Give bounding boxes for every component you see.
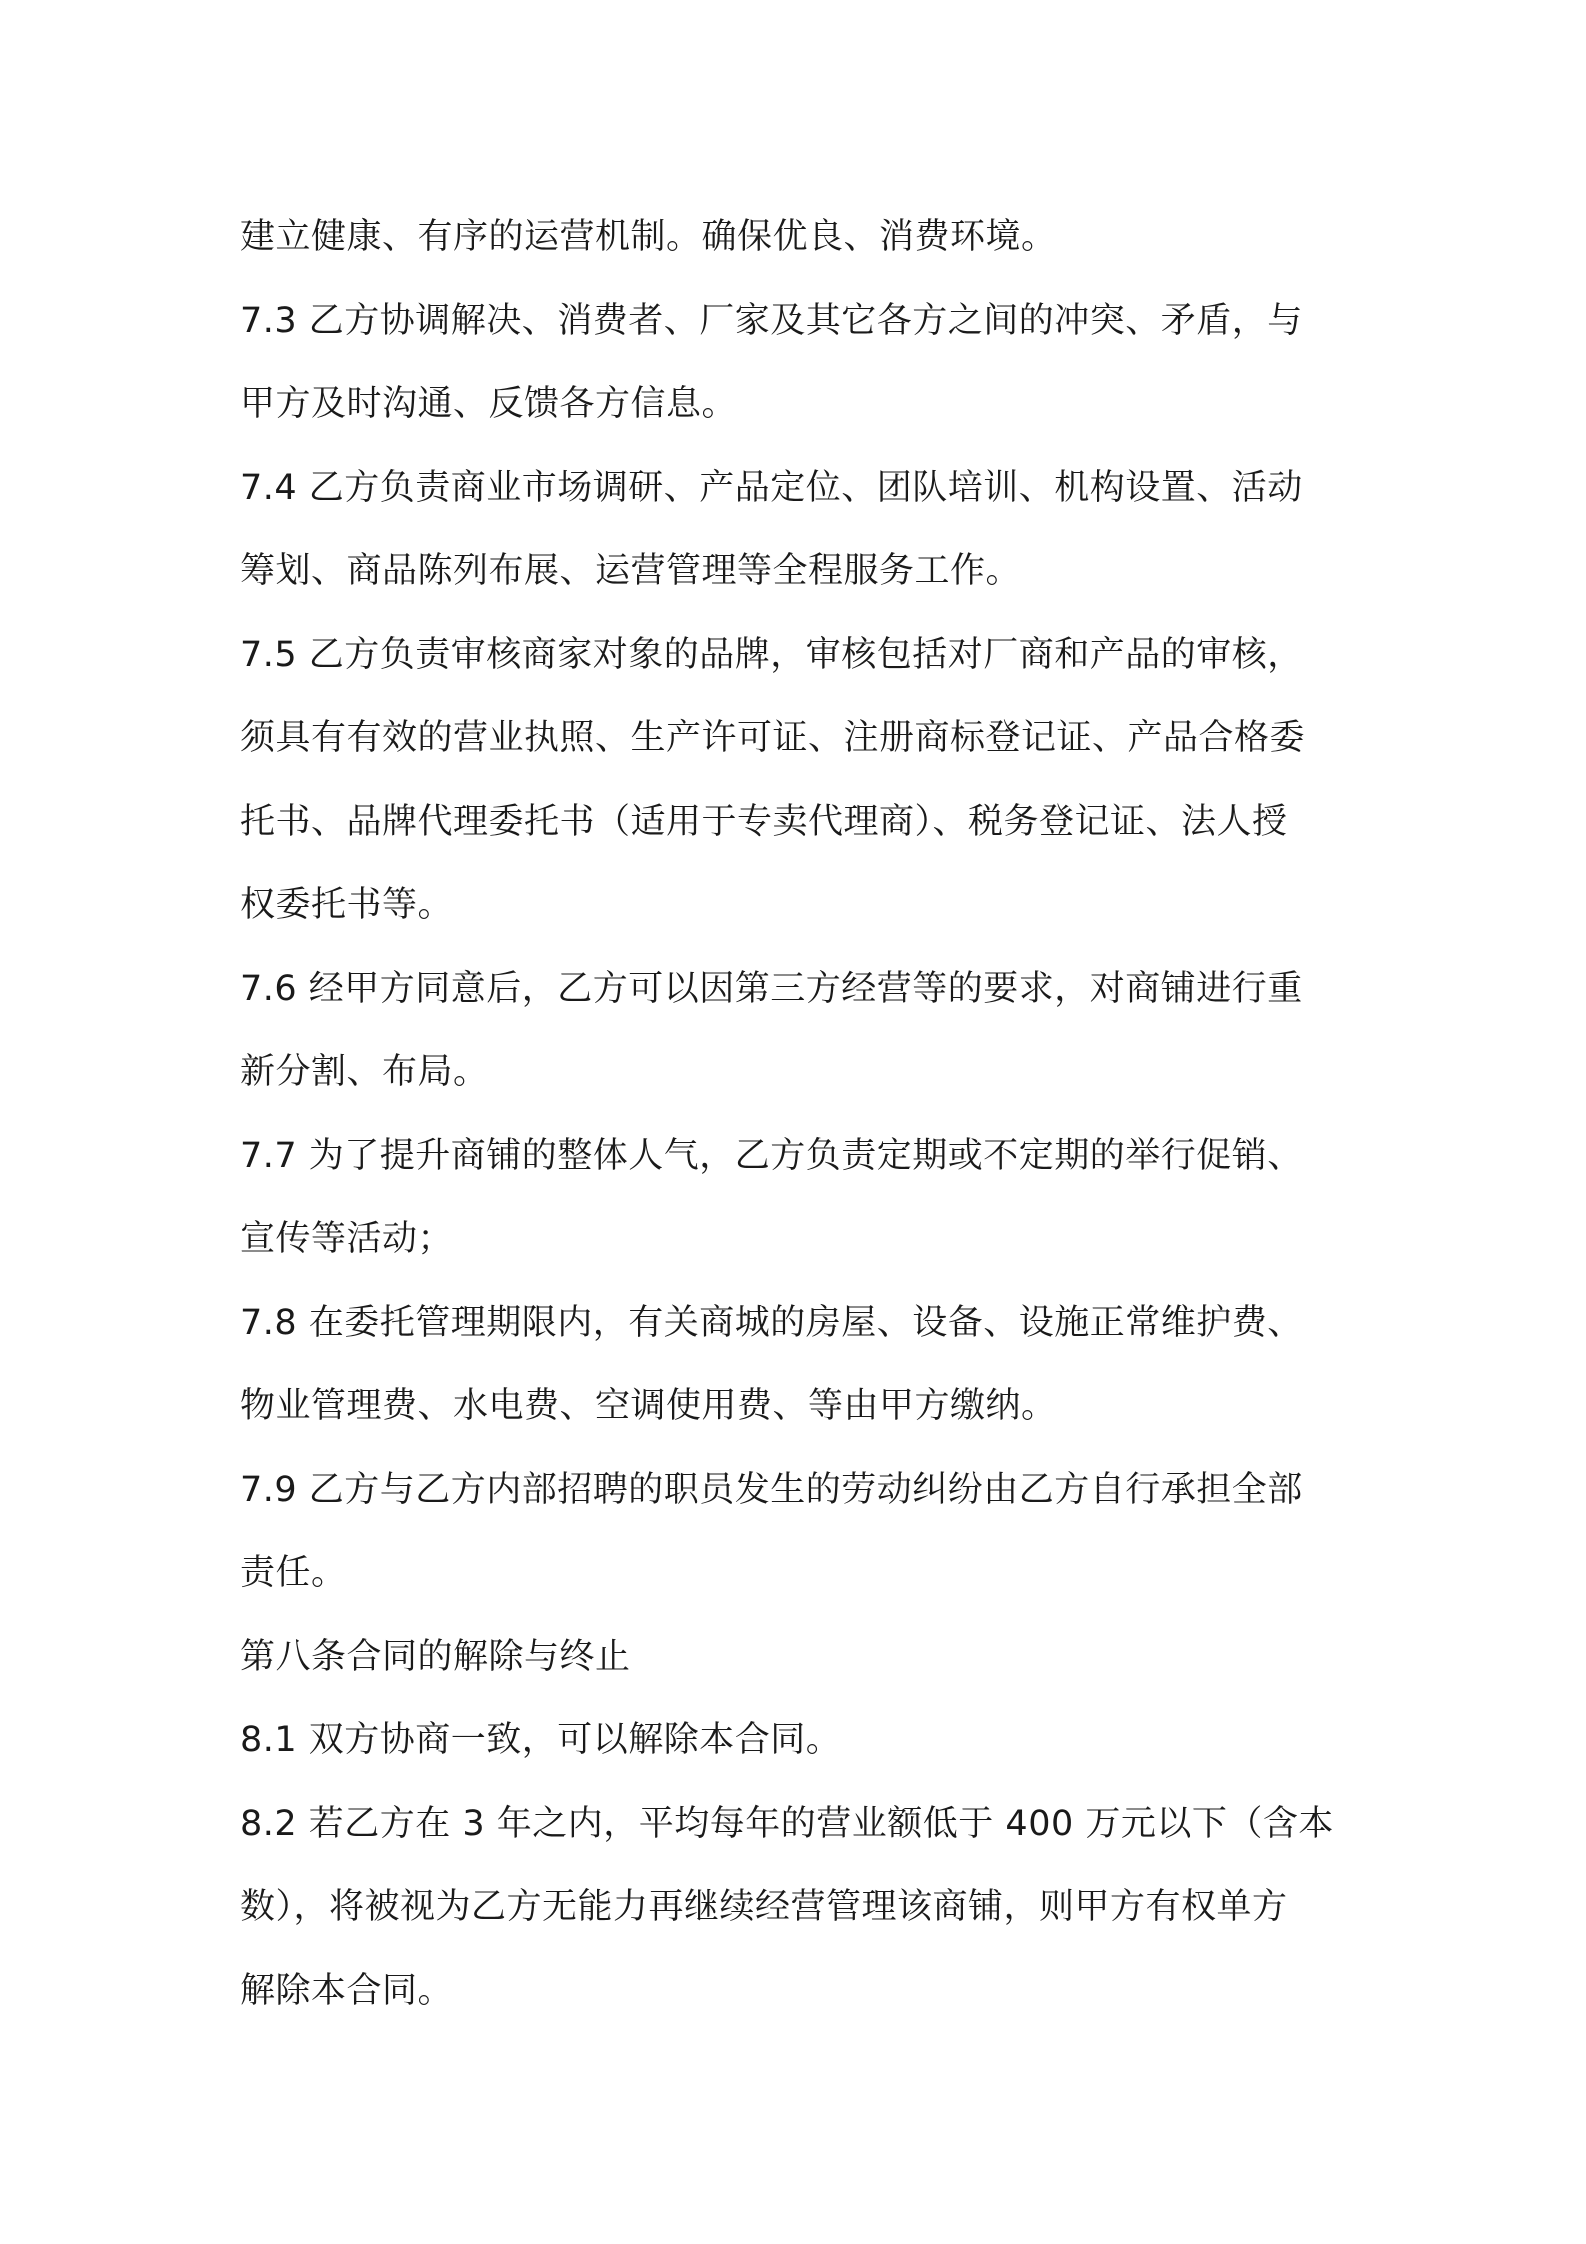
text-line: 建立健康、有序的运营机制。确保优良、消费环境。 (240, 217, 1057, 257)
text-line: 筹划、商品陈列布展、运营管理等全程服务工作。 (240, 551, 1022, 591)
paragraph-8-1 (240, 1699, 1355, 1783)
text-line: 须具有有效的营业执照、生产许可证、注册商标登记证、产品合格委 (240, 718, 1306, 758)
text-line: 物业管理费、水电费、空调使用费、等由甲方缴纳。 (240, 1386, 1057, 1426)
paragraph-7-8 (240, 1282, 1355, 1449)
text-line: 7.6 经甲方同意后，乙方可以因第三方经营等的要求，对商铺进行重 (240, 968, 1303, 1009)
text-line: 7.3 乙方协调解决、消费者、厂家及其它各方之间的冲突、矛盾，与 (240, 300, 1303, 341)
text-line: 宣传等活动； (240, 1219, 454, 1259)
text-line: 7.7 为了提升商铺的整体人气，乙方负责定期或不定期的举行促销、 (240, 1135, 1303, 1176)
text-line: 8.1 双方协商一致，可以解除本合同。 (240, 1720, 842, 1760)
text-line: 8.2 若乙方在 3 年之内，平均每年的营业额低于 400 万元以下（含本 (240, 1803, 1334, 1844)
section-heading-8 (240, 1616, 1355, 1700)
paragraph-7-3 (240, 280, 1355, 447)
text-line: 责任。 (240, 1553, 347, 1593)
paragraph-7-4 (240, 447, 1355, 614)
text-line: 数），将被视为乙方无能力再继续经营管理该商铺，则甲方有权单方 (240, 1887, 1288, 1927)
paragraph-7-7 (240, 1115, 1355, 1282)
paragraph-7-2-continuation (240, 196, 1355, 280)
heading-text: 第八条合同的解除与终止 (240, 1636, 631, 1677)
text-line: 7.8 在委托管理期限内，有关商城的房屋、设备、设施正常维护费、 (240, 1302, 1303, 1343)
text-line: 解除本合同。 (240, 1970, 454, 2011)
text-line: 甲方及时沟通、反馈各方信息。 (240, 384, 738, 424)
paragraph-7-5 (240, 614, 1355, 948)
text-line: 7.4 乙方负责商业市场调研、产品定位、团队培训、机构设置、活动 (240, 467, 1303, 508)
text-line: 7.9 乙方与乙方内部招聘的职员发生的劳动纠纷由乙方自行承担全部 (240, 1469, 1303, 1510)
text-line: 托书、品牌代理委托书（适用于专卖代理商）、税务登记证、法人授 (240, 801, 1288, 842)
paragraph-7-6 (240, 948, 1355, 1115)
document-body (240, 196, 1355, 2033)
text-line: 权委托书等。 (240, 885, 454, 925)
text-line: 新分割、布局。 (240, 1052, 489, 1092)
paragraph-8-2 (240, 1783, 1355, 2034)
text-line: 7.5 乙方负责审核商家对象的品牌，审核包括对厂商和产品的审核， (240, 634, 1303, 675)
paragraph-7-9 (240, 1449, 1355, 1616)
